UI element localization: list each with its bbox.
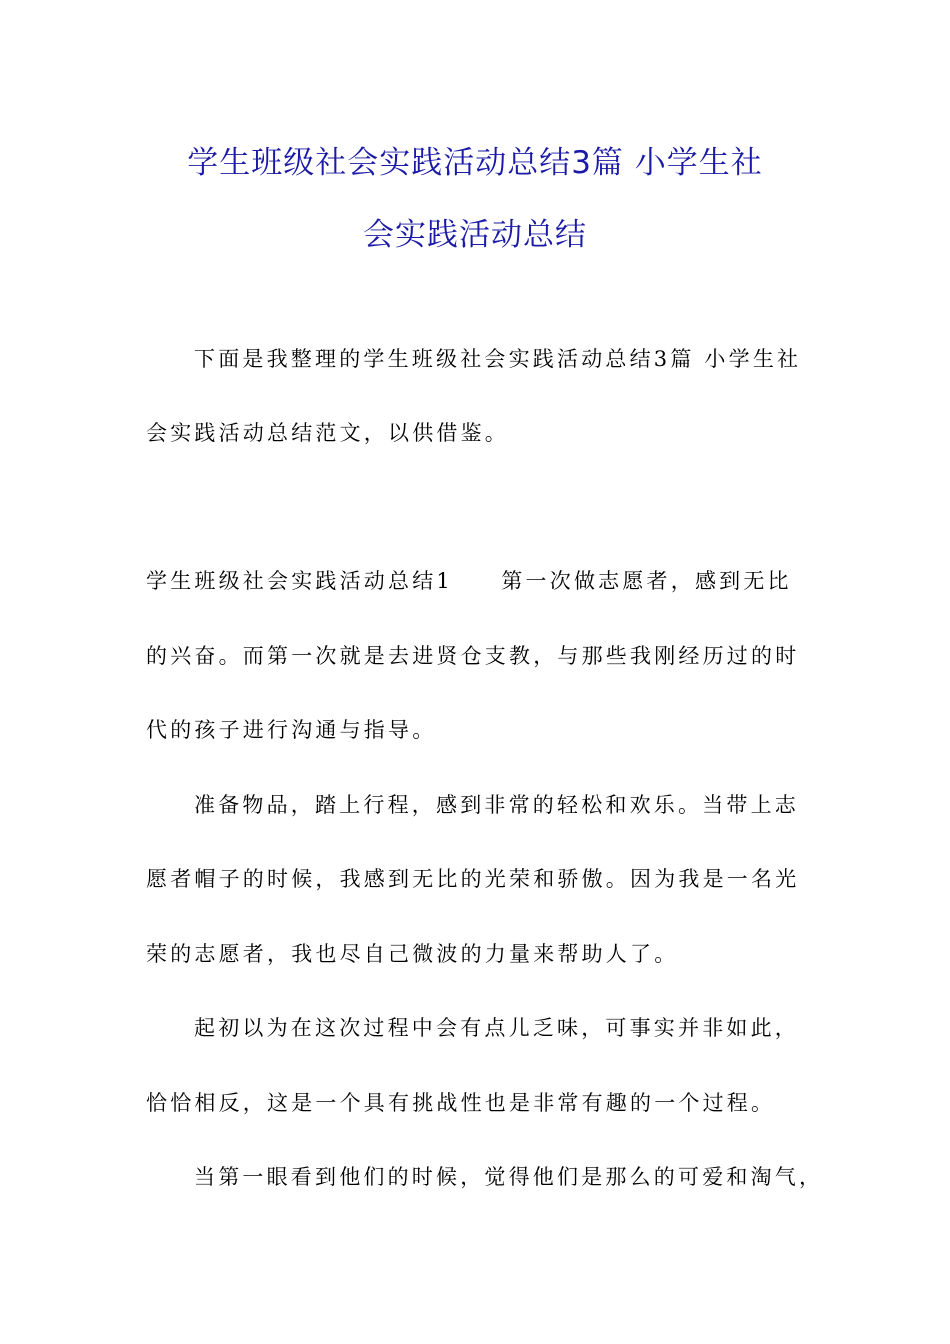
paragraph-2-line-3: 荣的志愿者，我也尽自己微波的力量来帮助人了。 <box>146 942 679 966</box>
paragraph-1-line-2: 的兴奋。而第一次就是去进贤仓支教，与那些我刚经历过的时 <box>146 644 800 668</box>
paragraph-2-line-1: 准备物品，踏上行程，感到非常的轻松和欢乐。当带上志 <box>194 793 799 817</box>
paragraph-2-line-2: 愿者帽子的时候，我感到无比的光荣和骄傲。因为我是一名光 <box>146 867 800 891</box>
paragraph-4-line-1: 当第一眼看到他们的时候，觉得他们是那么的可爱和淘气， <box>194 1165 824 1189</box>
paragraph-1-line-3: 代的孩子进行沟通与指导。 <box>146 718 437 742</box>
document-title-line-1: 学生班级社会实践活动总结3篇 小学生社 <box>187 145 763 181</box>
paragraph-3-line-2: 恰恰相反，这是一个具有挑战性也是非常有趣的一个过程。 <box>146 1091 776 1115</box>
paragraph-3-line-1: 起初以为在这次过程中会有点儿乏味，可事实并非如此， <box>194 1016 799 1040</box>
paragraph-1-line-1: 学生班级社会实践活动总结1 第一次做志愿者，感到无比 <box>146 569 792 593</box>
paragraph-intro-line-1: 下面是我整理的学生班级社会实践活动总结3篇 小学生社 <box>194 347 802 371</box>
paragraph-intro-line-2: 会实践活动总结范文，以供借鉴。 <box>146 421 509 445</box>
document-title-line-2: 会实践活动总结 <box>363 217 587 253</box>
